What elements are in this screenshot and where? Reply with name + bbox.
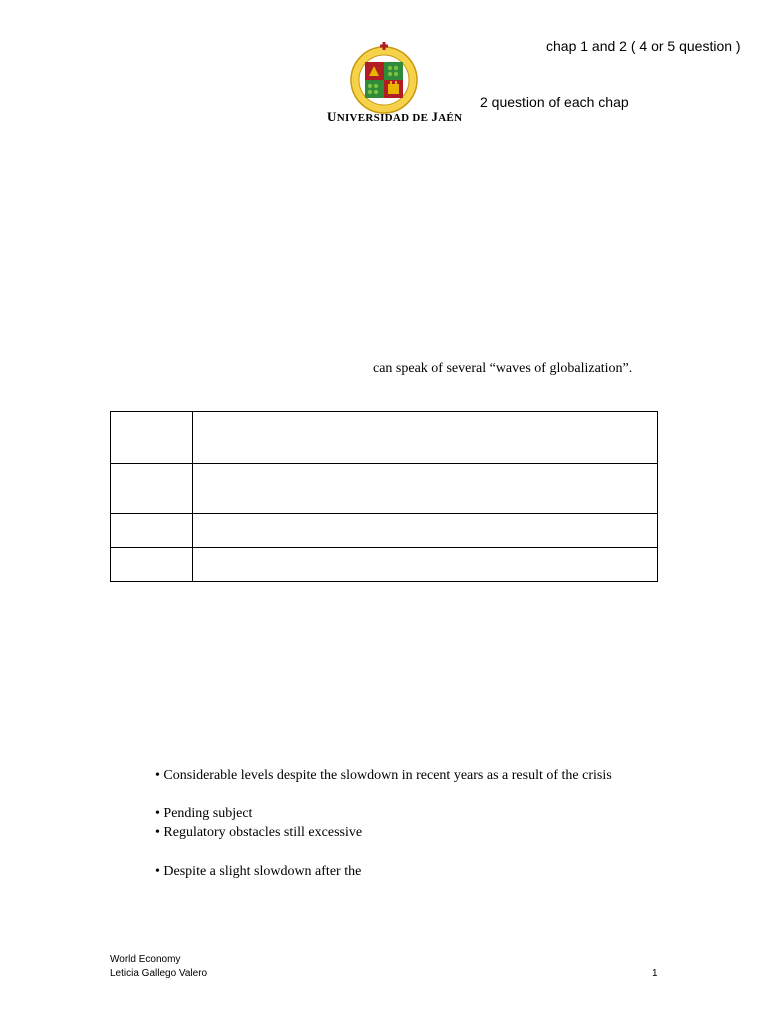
table-cell: [193, 548, 658, 582]
table-cell: [111, 464, 193, 514]
footer-course: World Economy: [110, 954, 181, 965]
page-number: 1: [652, 968, 658, 979]
intro-line: can speak of several “waves of globalization”.: [373, 361, 633, 376]
waves-table: [110, 411, 658, 582]
table-cell: [193, 412, 658, 464]
table-row: [111, 514, 658, 548]
table-cell: [193, 514, 658, 548]
table-cell: [111, 412, 193, 464]
table-cell: [111, 514, 193, 548]
table-cell: [193, 464, 658, 514]
footer-author: Leticia Gallego Valero: [110, 968, 208, 979]
bullet-item: • Pending subject: [155, 806, 253, 821]
note-top: chap 1 and 2 ( 4 or 5 question ): [546, 38, 741, 54]
university-seal-icon: [348, 42, 420, 114]
table-row: [111, 464, 658, 514]
university-name: UNIVERSIDAD DE JAÉN: [327, 109, 463, 124]
note-second: 2 question of each chap: [480, 94, 629, 110]
table-row: [111, 548, 658, 582]
bullet-item: • Considerable levels despite the slowdown in recent years as a result of the crisis: [155, 768, 612, 783]
table-row: [111, 412, 658, 464]
bullet-item: • Despite a slight slowdown after the: [155, 864, 362, 879]
bullet-item: • Regulatory obstacles still excessive: [155, 825, 363, 840]
table-cell: [111, 548, 193, 582]
